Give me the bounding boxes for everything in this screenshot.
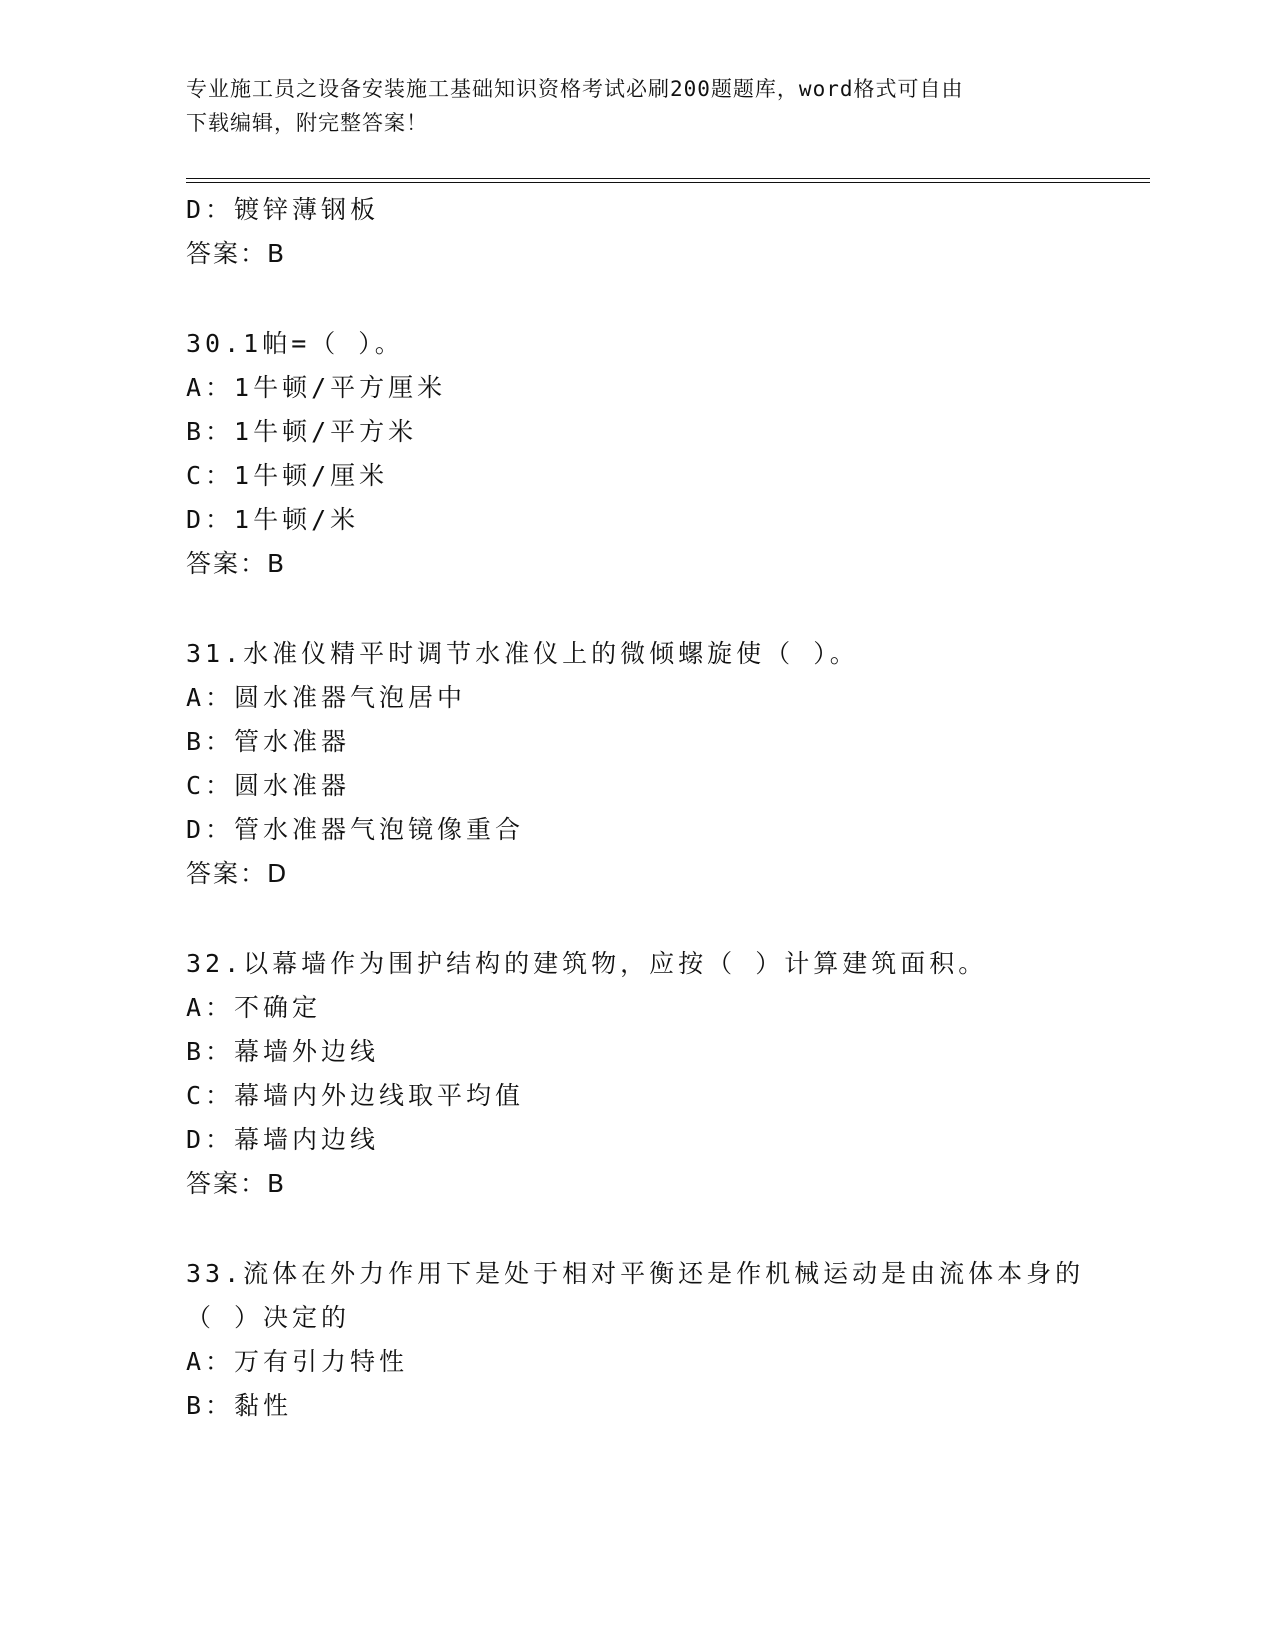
- header-divider-bottom: [186, 182, 1150, 183]
- option-line: D：管水准器气泡镜像重合: [186, 815, 525, 844]
- option-line: D：幕墙内边线: [186, 1125, 380, 1154]
- answer-line: 答案：D: [186, 859, 289, 888]
- question-line-continued: （ ）决定的: [186, 1303, 351, 1332]
- question-line: 32.以幕墙作为围护结构的建筑物，应按（ ）计算建筑面积。: [186, 949, 988, 978]
- header-line-2: 下载编辑，附完整答案！: [186, 111, 428, 135]
- document-header: [186, 72, 1086, 140]
- answer-line: 答案：B: [186, 239, 287, 268]
- option-line: C：圆水准器: [186, 771, 351, 800]
- answer-line: 答案：B: [186, 1169, 287, 1198]
- option-line: C：幕墙内外边线取平均值: [186, 1081, 525, 1110]
- option-line: C：1牛顿/厘米: [186, 461, 389, 490]
- question-line: 31.水准仪精平时调节水准仪上的微倾螺旋使（ ）。: [186, 639, 859, 668]
- option-line: B：幕墙外边线: [186, 1037, 380, 1066]
- header-divider-top: [186, 178, 1150, 179]
- option-line: A：万有引力特性: [186, 1347, 409, 1376]
- option-line: B：管水准器: [186, 727, 351, 756]
- question-line: 30.1帕=（ ）。: [186, 329, 404, 358]
- header-line-1: 专业施工员之设备安装施工基础知识资格考试必刷200题题库，word格式可自由: [186, 77, 964, 101]
- option-line: A：不确定: [186, 993, 322, 1022]
- question-line: 33.流体在外力作用下是处于相对平衡还是作机械运动是由流体本身的: [186, 1259, 1085, 1288]
- answer-line: 答案：B: [186, 549, 287, 578]
- option-line: D：镀锌薄钢板: [186, 195, 380, 224]
- option-line: D：1牛顿/米: [186, 505, 360, 534]
- option-line: A：圆水准器气泡居中: [186, 683, 467, 712]
- option-line: A：1牛顿/平方厘米: [186, 373, 447, 402]
- option-line: B：黏性: [186, 1391, 293, 1420]
- option-line: B：1牛顿/平方米: [186, 417, 418, 446]
